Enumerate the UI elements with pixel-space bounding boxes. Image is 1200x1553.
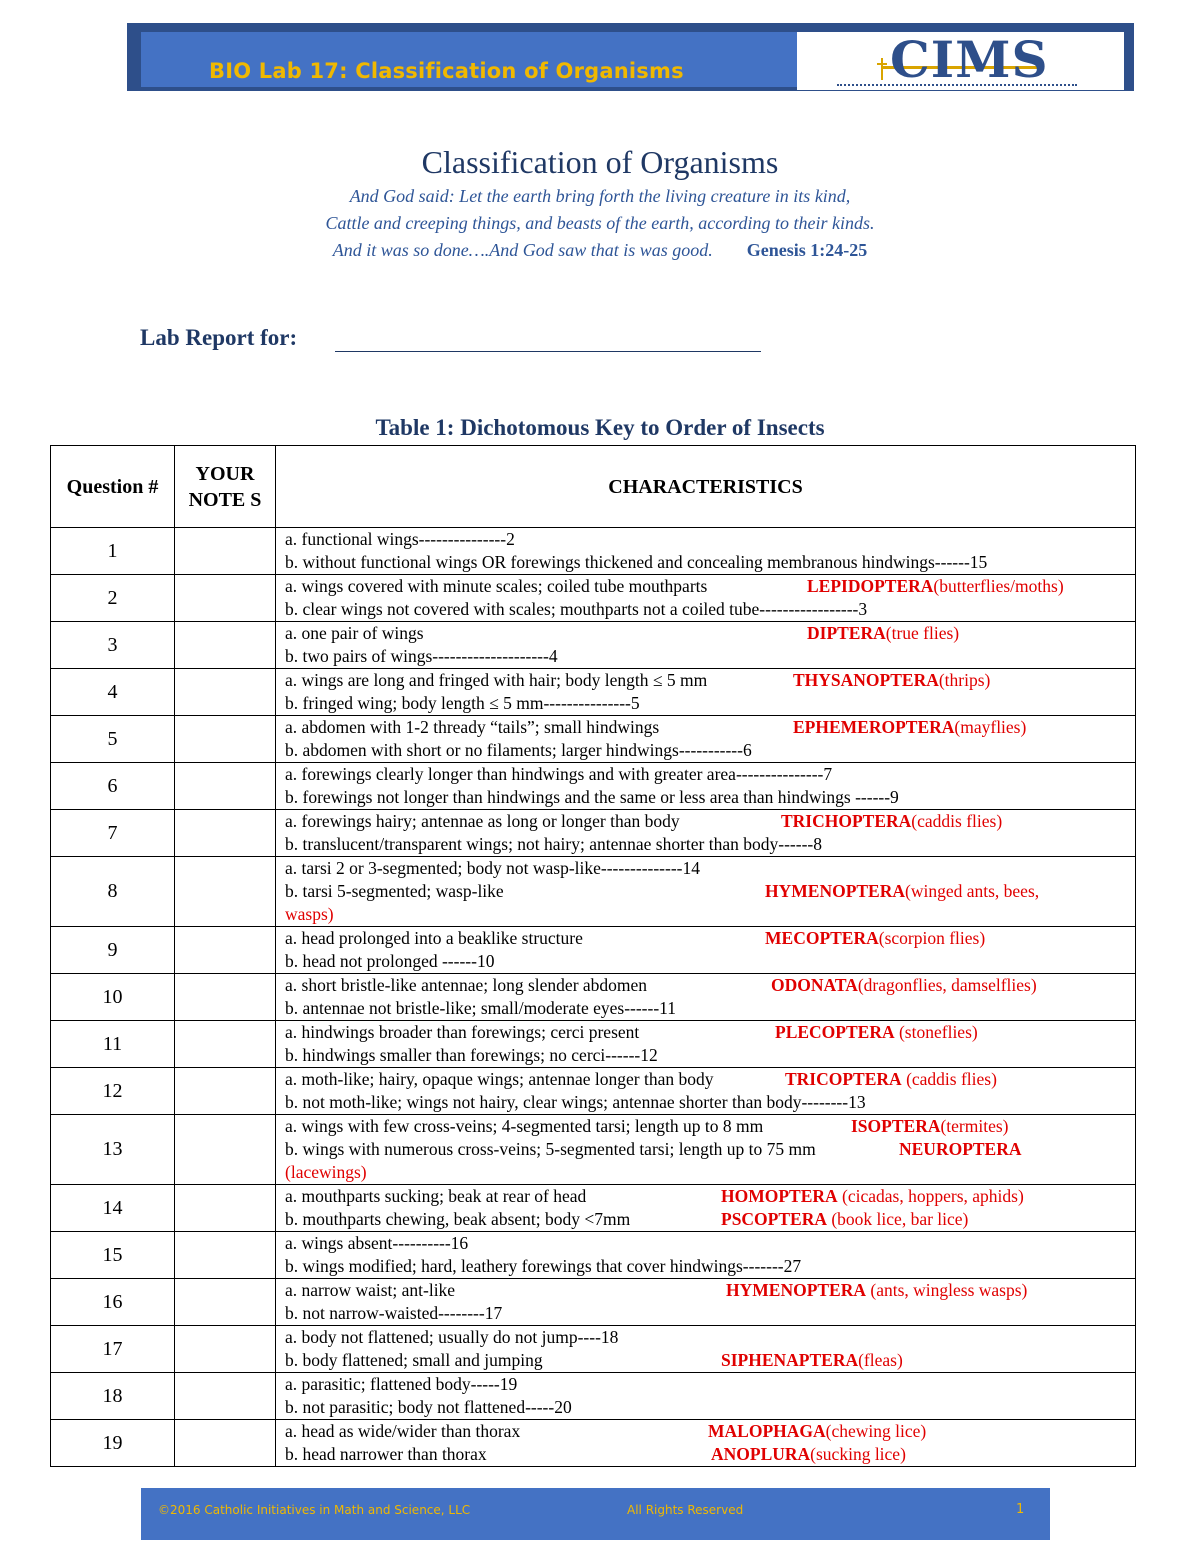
notes-cell[interactable] (175, 1232, 276, 1279)
characteristics-cell (276, 1185, 1136, 1232)
footer-rights: All Rights Reserved (627, 1503, 744, 1517)
option-b-text: b. hindwings smaller than forewings; no cerci------12 (285, 1045, 658, 1065)
option-b (285, 833, 1135, 856)
option-a-text: a. tarsi 2 or 3-segmented; body not wasp-like--------------14 (285, 858, 700, 878)
table-row (51, 669, 1136, 716)
table-row (51, 1115, 1136, 1185)
notes-cell[interactable] (175, 763, 276, 810)
order-name: HYMENOPTERA (726, 1280, 866, 1300)
question-number: 14 (51, 1185, 175, 1232)
option-b-text: b. clear wings not covered with scales; mouthparts not a coiled tube-----------------3 (285, 599, 868, 619)
order-result (785, 1068, 997, 1091)
verse-line-2: Cattle and creeping things, and beasts of the earth, according to their kinds. (325, 213, 875, 233)
option-a-text: a. hindwings broader than forewings; cerci present (285, 1022, 640, 1042)
order-common-name: (dragonflies, damselflies) (857, 975, 1037, 995)
option-a-text: a. body not flattened; usually do not jump----18 (285, 1327, 619, 1347)
option-b (285, 1396, 1135, 1419)
option-b (285, 739, 1135, 762)
characteristics-cell (276, 528, 1136, 575)
cims-logo (797, 32, 1124, 90)
header-question: Question # (51, 446, 175, 528)
order-result (807, 622, 959, 645)
option-a (285, 669, 1135, 692)
option-a (285, 810, 1135, 833)
table-body (51, 528, 1136, 1467)
order-common-name: (cicadas, hoppers, aphids) (837, 1186, 1024, 1206)
option-a-text: a. mouthparts sucking; beak at rear of head (285, 1186, 587, 1206)
option-b (285, 598, 1135, 621)
option-b-text: b. fringed wing; body length ≤ 5 mm---------------5 (285, 693, 640, 713)
option-b (285, 880, 1135, 903)
option-a (285, 1232, 1135, 1255)
option-b (285, 1443, 1135, 1466)
verse-reference: Genesis 1:24-25 (746, 240, 868, 260)
option-a (285, 1185, 1135, 1208)
notes-cell[interactable] (175, 669, 276, 716)
table-row (51, 1021, 1136, 1068)
option-b-text: b. not moth-like; wings not hairy, clear wings; antennae shorter than body--------13 (285, 1092, 866, 1112)
order-common-name: (mayflies) (954, 717, 1027, 737)
characteristics-cell (276, 575, 1136, 622)
question-number: 2 (51, 575, 175, 622)
characteristics-cell (276, 669, 1136, 716)
table-row (51, 528, 1136, 575)
question-number: 16 (51, 1279, 175, 1326)
option-a (285, 1021, 1135, 1044)
order-name: TRICHOPTERA (781, 811, 912, 831)
order-name: PLECOPTERA (775, 1022, 895, 1042)
notes-cell[interactable] (175, 575, 276, 622)
option-b (285, 1349, 1135, 1372)
option-a (285, 622, 1135, 645)
order-name: LEPIDOPTERA (807, 576, 934, 596)
characteristics-cell (276, 857, 1136, 927)
option-a (285, 857, 1135, 880)
verse-line-1: And God said: Let the earth bring forth the living creature in its kind, (349, 186, 851, 206)
option-b (285, 1302, 1135, 1325)
order-name: MALOPHAGA (708, 1421, 826, 1441)
notes-cell[interactable] (175, 810, 276, 857)
table-row (51, 622, 1136, 669)
option-b-text: b. abdomen with short or no filaments; larger hindwings-----------6 (285, 740, 752, 760)
option-b (285, 786, 1135, 809)
order-common-name: (termites) (940, 1116, 1009, 1136)
order-result (711, 1443, 906, 1466)
header-title: BIO Lab 17: Classification of Organisms (209, 59, 684, 83)
option-b (285, 1044, 1135, 1067)
option-a-text: a. forewings hairy; antennae as long or longer than body (285, 811, 680, 831)
notes-cell[interactable] (175, 1326, 276, 1373)
logo-tagline (837, 84, 1077, 87)
option-a (285, 716, 1135, 739)
order-result (851, 1115, 1009, 1138)
order-result (899, 1138, 1022, 1161)
order-common-name: (winged ants, bees, (905, 881, 1040, 901)
option-a (285, 1326, 1135, 1349)
option-b (285, 997, 1135, 1020)
option-b-text: b. forewings not longer than hindwings and the same or less area than hindwings ------9 (285, 787, 899, 807)
question-number: 19 (51, 1420, 175, 1467)
order-result (721, 1185, 1024, 1208)
order-result (771, 974, 1037, 997)
option-a-text: a. one pair of wings (285, 623, 424, 643)
characteristics-cell (276, 1326, 1136, 1373)
option-b (285, 645, 1135, 668)
order-result (793, 669, 990, 692)
table-row (51, 1420, 1136, 1467)
dichotomous-key-table (50, 445, 1136, 1467)
verse-line-3 (0, 240, 1200, 261)
cross-icon (877, 58, 887, 80)
order-result (726, 1279, 1027, 1302)
order-name: THYSANOPTERA (793, 670, 939, 690)
option-b-text: b. mouthparts chewing, beak absent; body <7mm (285, 1209, 631, 1229)
characteristics-cell (276, 1068, 1136, 1115)
option-a-text: a. functional wings---------------2 (285, 529, 515, 549)
logo-text: CIMS (890, 32, 1049, 89)
order-name: PSCOPTERA (721, 1209, 827, 1229)
option-b-text: b. without functional wings OR forewings thickened and concealing membranous hindwings------15 (285, 552, 988, 572)
option-a-text: a. abdomen with 1-2 thready “tails”; small hindwings (285, 717, 660, 737)
order-name: ODONATA (771, 975, 858, 995)
question-number: 3 (51, 622, 175, 669)
option-a-text: a. wings with few cross-veins; 4-segmented tarsi; length up to 8 mm (285, 1116, 764, 1136)
characteristics-cell (276, 974, 1136, 1021)
question-number: 12 (51, 1068, 175, 1115)
notes-cell[interactable] (175, 1420, 276, 1467)
option-a-text: a. forewings clearly longer than hindwings and with greater area---------------7 (285, 764, 833, 784)
order-result (793, 716, 1026, 739)
option-a (285, 575, 1135, 598)
question-number: 8 (51, 857, 175, 927)
option-a-text: a. moth-like; hairy, opaque wings; antennae longer than body (285, 1069, 714, 1089)
document-title: Classification of Organisms (421, 144, 779, 180)
question-number: 17 (51, 1326, 175, 1373)
table-row (51, 716, 1136, 763)
question-number: 9 (51, 927, 175, 974)
option-b-text: b. wings with numerous cross-veins; 5-segmented tarsi; length up to 75 mm (285, 1139, 816, 1159)
order-name: NEUROPTERA (899, 1139, 1022, 1159)
table-row (51, 810, 1136, 857)
table-row (51, 1068, 1136, 1115)
characteristics-cell (276, 763, 1136, 810)
order-result (781, 810, 1002, 833)
order-common-name: (caddis flies) (901, 1069, 997, 1089)
notes-cell[interactable] (175, 1115, 276, 1185)
option-b-text: b. body flattened; small and jumping (285, 1350, 543, 1370)
header-notes: YOUR NOTE S (175, 446, 276, 528)
option-b (285, 1255, 1135, 1278)
characteristics-cell (276, 1373, 1136, 1420)
table-row (51, 857, 1136, 927)
option-a (285, 1068, 1135, 1091)
option-b (285, 1091, 1135, 1114)
question-number: 11 (51, 1021, 175, 1068)
order-result (721, 1349, 903, 1372)
footer-bar (141, 1488, 1050, 1540)
page-number: 1 (1016, 1502, 1025, 1517)
option-b (285, 950, 1135, 973)
question-number: 1 (51, 528, 175, 575)
characteristics-cell (276, 622, 1136, 669)
question-number: 7 (51, 810, 175, 857)
table-row (51, 1185, 1136, 1232)
notes-cell[interactable] (175, 1185, 276, 1232)
lab-report-label: Lab Report for: (140, 325, 298, 350)
order-result (765, 880, 1039, 903)
order-result (721, 1208, 968, 1231)
option-a-text: a. short bristle-like antennae; long slender abdomen (285, 975, 648, 995)
table-row (51, 927, 1136, 974)
option-a-text: a. wings covered with minute scales; coiled tube mouthparts (285, 576, 708, 596)
option-a (285, 974, 1135, 997)
order-name: ANOPLURA (711, 1444, 811, 1464)
option-a (285, 927, 1135, 950)
notes-cell[interactable] (175, 1373, 276, 1420)
order-result (708, 1420, 926, 1443)
notes-cell[interactable] (175, 1021, 276, 1068)
question-number: 6 (51, 763, 175, 810)
question-number: 18 (51, 1373, 175, 1420)
option-b (285, 692, 1135, 715)
characteristics-cell (276, 1420, 1136, 1467)
characteristics-cell (276, 1279, 1136, 1326)
table-row (51, 575, 1136, 622)
notes-cell[interactable] (175, 927, 276, 974)
option-b-text: b. not parasitic; body not flattened-----20 (285, 1397, 572, 1417)
order-name: SIPHENAPTERA (721, 1350, 859, 1370)
characteristics-cell (276, 716, 1136, 763)
table-row (51, 1232, 1136, 1279)
order-common-name: (butterflies/moths) (933, 576, 1064, 596)
order-result (775, 1021, 978, 1044)
question-number: 13 (51, 1115, 175, 1185)
order-common-name: (thrips) (938, 670, 991, 690)
table-row (51, 1326, 1136, 1373)
characteristics-cell (276, 1115, 1136, 1185)
option-b-text: b. tarsi 5-segmented; wasp-like (285, 881, 504, 901)
table-row (51, 974, 1136, 1021)
question-number: 5 (51, 716, 175, 763)
order-result (807, 575, 1064, 598)
order-name: EPHEMEROPTERA (793, 717, 955, 737)
option-b-text: b. wings modified; hard, leathery forewings that cover hindwings-------27 (285, 1256, 802, 1276)
order-common-name: (true flies) (885, 623, 960, 643)
characteristics-cell (276, 927, 1136, 974)
lab-report-name-line[interactable] (335, 351, 761, 352)
order-common-name-continued: wasps) (285, 904, 334, 924)
table-header-row (51, 446, 1136, 528)
characteristics-cell (276, 1232, 1136, 1279)
order-result (765, 927, 985, 950)
order-name: HOMOPTERA (721, 1186, 838, 1206)
question-number: 10 (51, 974, 175, 1021)
order-common-name-continued: (lacewings) (285, 1162, 367, 1182)
characteristics-cell (276, 1021, 1136, 1068)
order-common-name: (stoneflies) (894, 1022, 978, 1042)
order-common-name: (book lice, bar lice) (826, 1209, 969, 1229)
option-a (285, 1279, 1135, 1302)
option-a-text: a. wings are long and fringed with hair; body length ≤ 5 mm (285, 670, 708, 690)
option-b (285, 1208, 1135, 1231)
notes-cell[interactable] (175, 716, 276, 763)
question-number: 4 (51, 669, 175, 716)
table-row (51, 1279, 1136, 1326)
header-characteristics: CHARACTERISTICS (276, 446, 1136, 528)
table-row (51, 1373, 1136, 1420)
option-b-text: b. two pairs of wings--------------------4 (285, 646, 558, 666)
notes-cell[interactable] (175, 857, 276, 927)
option-a (285, 763, 1135, 786)
option-b (285, 1138, 1135, 1161)
order-common-name: (ants, wingless wasps) (866, 1280, 1028, 1300)
notes-cell[interactable] (175, 528, 276, 575)
option-a (285, 528, 1135, 551)
option-b-text: b. not narrow-waisted--------17 (285, 1303, 503, 1323)
option-a (285, 1420, 1135, 1443)
option-a-text: a. wings absent----------16 (285, 1233, 469, 1253)
order-name: MECOPTERA (765, 928, 879, 948)
option-a (285, 1373, 1135, 1396)
notes-cell[interactable] (175, 1279, 276, 1326)
table-row (51, 763, 1136, 810)
table-caption: Table 1: Dichotomous Key to Order of Insects (375, 415, 825, 440)
order-common-name: (scorpion flies) (878, 928, 986, 948)
order-name: ISOPTERA (851, 1116, 941, 1136)
order-name: TRICOPTERA (785, 1069, 902, 1089)
footer-copyright: ©2016 Catholic Initiatives in Math and Science, LLC (158, 1503, 471, 1517)
order-common-name: (caddis flies) (911, 811, 1003, 831)
option-b (285, 551, 1135, 574)
option-a-text: a. parasitic; flattened body-----19 (285, 1374, 518, 1394)
order-name: HYMENOPTERA (765, 881, 905, 901)
option-b-text: b. head not prolonged ------10 (285, 951, 495, 971)
notes-cell[interactable] (175, 974, 276, 1021)
option-a-text: a. head as wide/wider than thorax (285, 1421, 521, 1441)
verse-text: And it was so done….And God saw that is was good. (332, 240, 713, 260)
option-b-text: b. antennae not bristle-like; small/moderate eyes------11 (285, 998, 677, 1018)
characteristics-cell (276, 810, 1136, 857)
option-a (285, 1115, 1135, 1138)
notes-cell[interactable] (175, 1068, 276, 1115)
order-name: DIPTERA (807, 623, 886, 643)
notes-cell[interactable] (175, 622, 276, 669)
order-common-name: (fleas) (858, 1350, 903, 1370)
option-a-text: a. head prolonged into a beaklike structure (285, 928, 583, 948)
question-number: 15 (51, 1232, 175, 1279)
order-common-name: (chewing lice) (825, 1421, 927, 1441)
option-a-text: a. narrow waist; ant-like (285, 1280, 456, 1300)
option-b-text: b. translucent/transparent wings; not hairy; antennae shorter than body------8 (285, 834, 822, 854)
order-common-name: (sucking lice) (810, 1444, 906, 1464)
option-b-text: b. head narrower than thorax (285, 1444, 487, 1464)
